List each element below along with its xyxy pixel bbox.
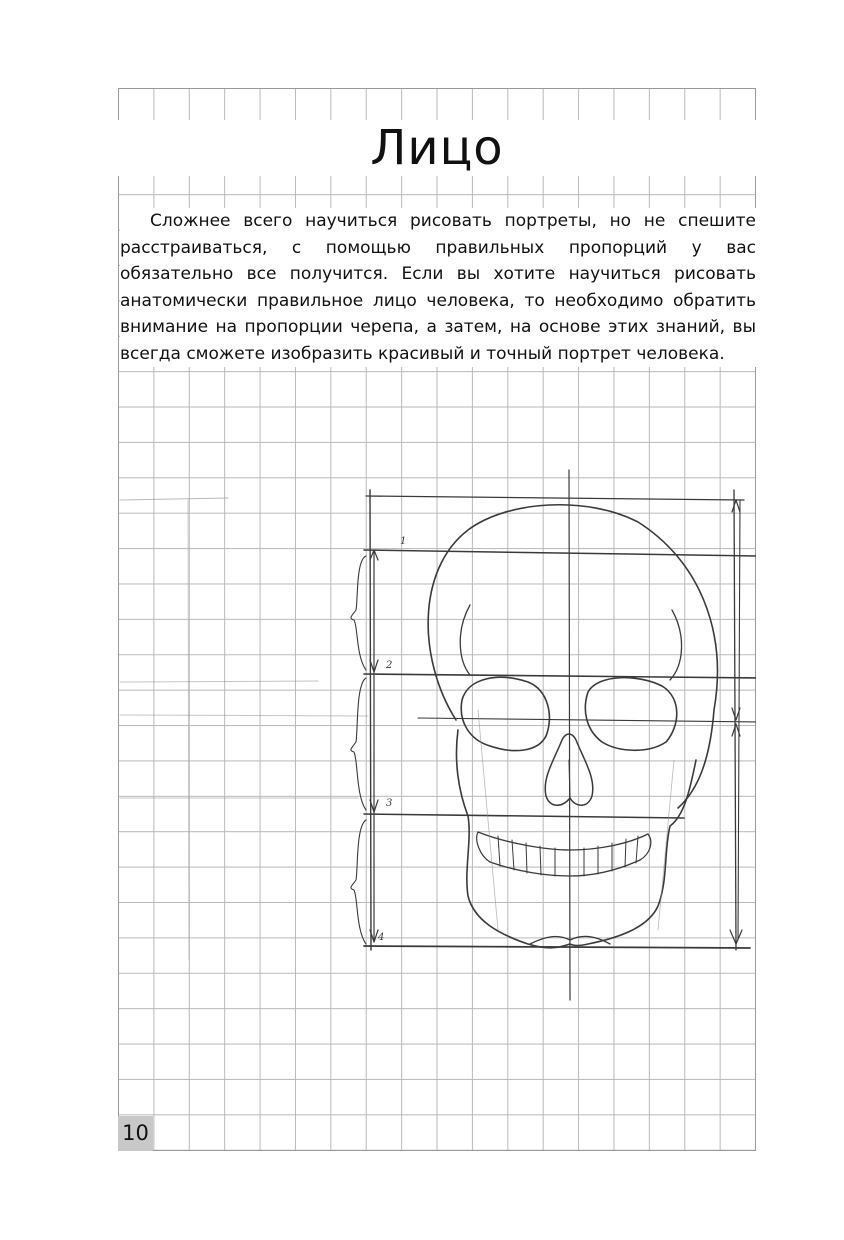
mouth-corner-right (640, 834, 651, 860)
eye-socket-right (585, 678, 676, 751)
mark-4: 4 (378, 932, 385, 943)
lower-teeth-line (490, 860, 640, 876)
mouth-corner-left (477, 832, 490, 862)
left-faint-vertical (188, 500, 189, 960)
upper-teeth-line (478, 832, 648, 850)
temple-right (670, 610, 682, 680)
page-number: 10 (118, 1116, 153, 1151)
line-3 (364, 814, 684, 818)
construction-diag-left (478, 710, 498, 930)
jaw-right (570, 760, 696, 946)
jaw-left (456, 730, 570, 948)
line-1 (364, 550, 756, 556)
mark-3: 3 (386, 798, 393, 809)
page-title-text: Лицо (364, 120, 509, 176)
brace-1 (351, 556, 366, 670)
mark-2: 2 (386, 660, 393, 671)
construction-diag-right (658, 760, 674, 930)
guide-stroke-brow (120, 681, 318, 682)
page-title (118, 120, 756, 176)
skull-proportion-sketch (118, 460, 756, 1020)
brace-2 (351, 678, 366, 810)
temple-left (460, 605, 470, 675)
right-measure-inner (738, 500, 740, 940)
brace-3 (351, 820, 366, 944)
guide-stroke-mid (120, 715, 368, 716)
guide-stroke-top (120, 498, 228, 500)
eye-socket-left (461, 677, 549, 750)
mark-1: 1 (400, 536, 407, 547)
line-2 (364, 674, 756, 678)
line-top (366, 496, 744, 500)
right-arrow-top (732, 500, 740, 512)
intro-paragraph: Сложнее всего научиться рисовать портреты, но не спешите расстраиваться, с помощью правильных пропорций у вас обязательно все получится. Если вы хотите научиться рисовать анатомически правильное лицо человека, то необходимо обратить внимание на пропорции черепа, а затем, на основе этих знаний, вы всегда сможете изобразить красивый и точный портрет человека. (120, 208, 756, 367)
center-line (569, 470, 570, 1000)
